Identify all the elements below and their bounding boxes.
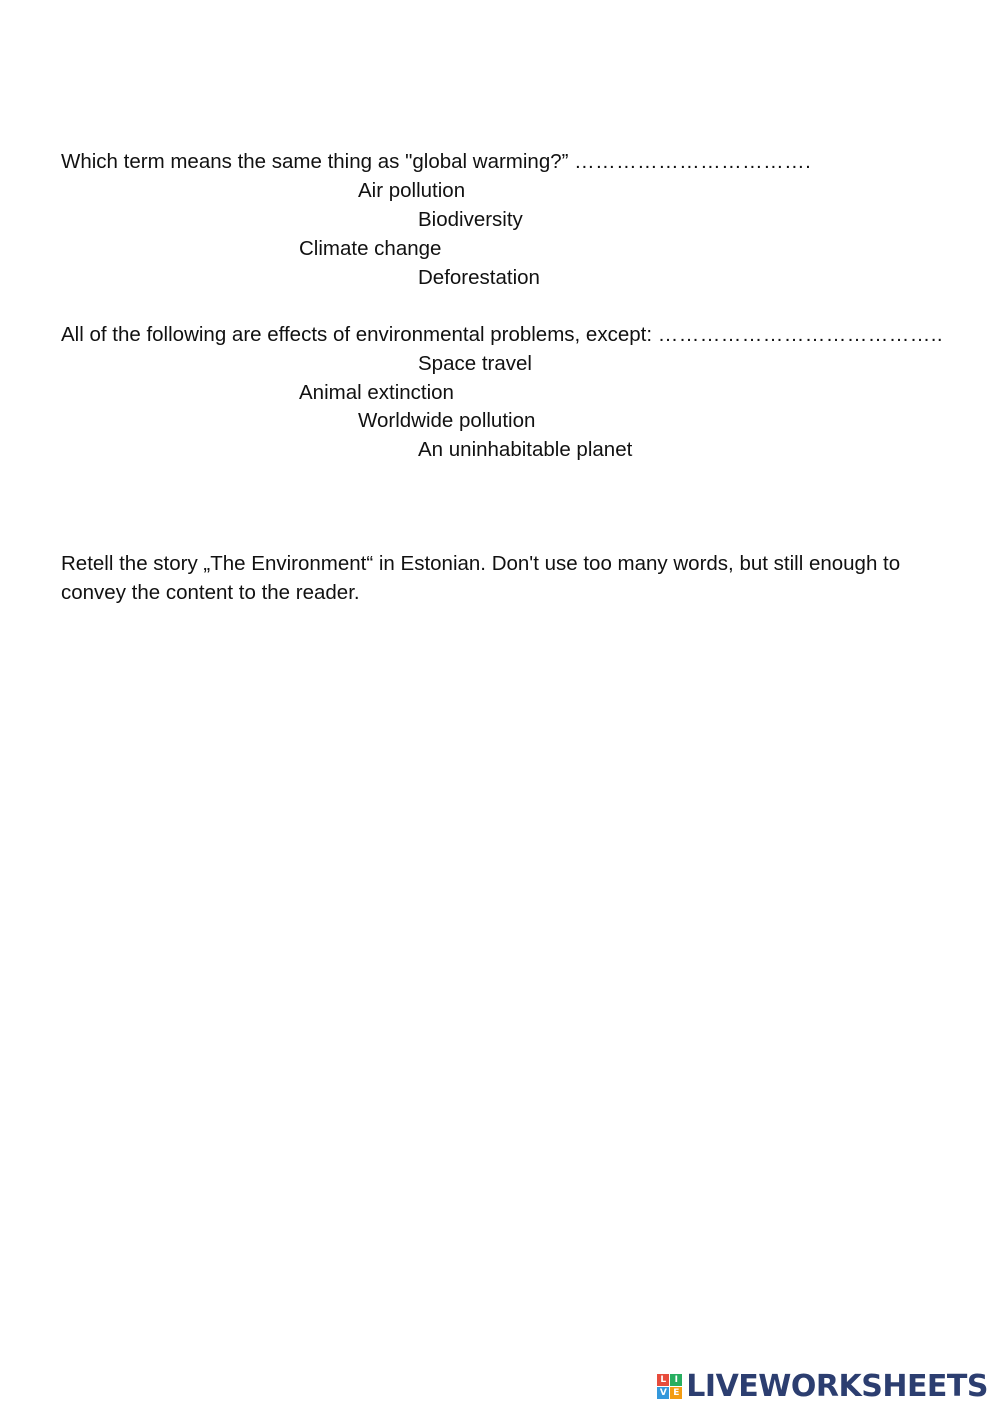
question-2-option-worldwide-pollution[interactable]: Worldwide pollution xyxy=(358,409,536,432)
logo-mark-letter-v: V xyxy=(657,1387,669,1399)
logo-text: LIVEWORKSHEETS xyxy=(686,1368,988,1404)
logo-mark-icon xyxy=(657,1374,682,1399)
question-1-option-air-pollution[interactable]: Air pollution xyxy=(358,179,466,202)
logo-mark-letter-l: L xyxy=(657,1374,669,1386)
question-2-answer-blank[interactable]: ………………………………….. xyxy=(657,323,944,346)
retell-task: Retell the story „The Environment“ in Estonian. Don't use too many words, but still enough to convey the content to the reader. xyxy=(61,552,901,604)
question-2-option-animal-extinction[interactable]: Animal extinction xyxy=(299,381,454,404)
question-2-option-space-travel[interactable]: Space travel xyxy=(418,352,532,375)
question-2-prompt: All of the following are effects of environmental problems, except: xyxy=(61,323,653,346)
logo-mark-letter-i: I xyxy=(670,1374,682,1386)
question-1-answer-blank[interactable]: ……………………………. xyxy=(574,150,812,173)
question-2 xyxy=(61,320,943,349)
question-1-prompt: Which term means the same thing as "global warming?” xyxy=(61,150,569,173)
logo-mark-letter-e: E xyxy=(670,1387,682,1399)
question-1-option-biodiversity[interactable]: Biodiversity xyxy=(418,208,523,231)
question-1-option-deforestation[interactable]: Deforestation xyxy=(418,266,540,289)
question-2-option-uninhabitable-planet[interactable]: An uninhabitable planet xyxy=(418,438,633,461)
question-1 xyxy=(61,147,811,176)
question-1-option-climate-change[interactable]: Climate change xyxy=(299,237,442,260)
liveworksheets-logo xyxy=(657,1366,988,1406)
